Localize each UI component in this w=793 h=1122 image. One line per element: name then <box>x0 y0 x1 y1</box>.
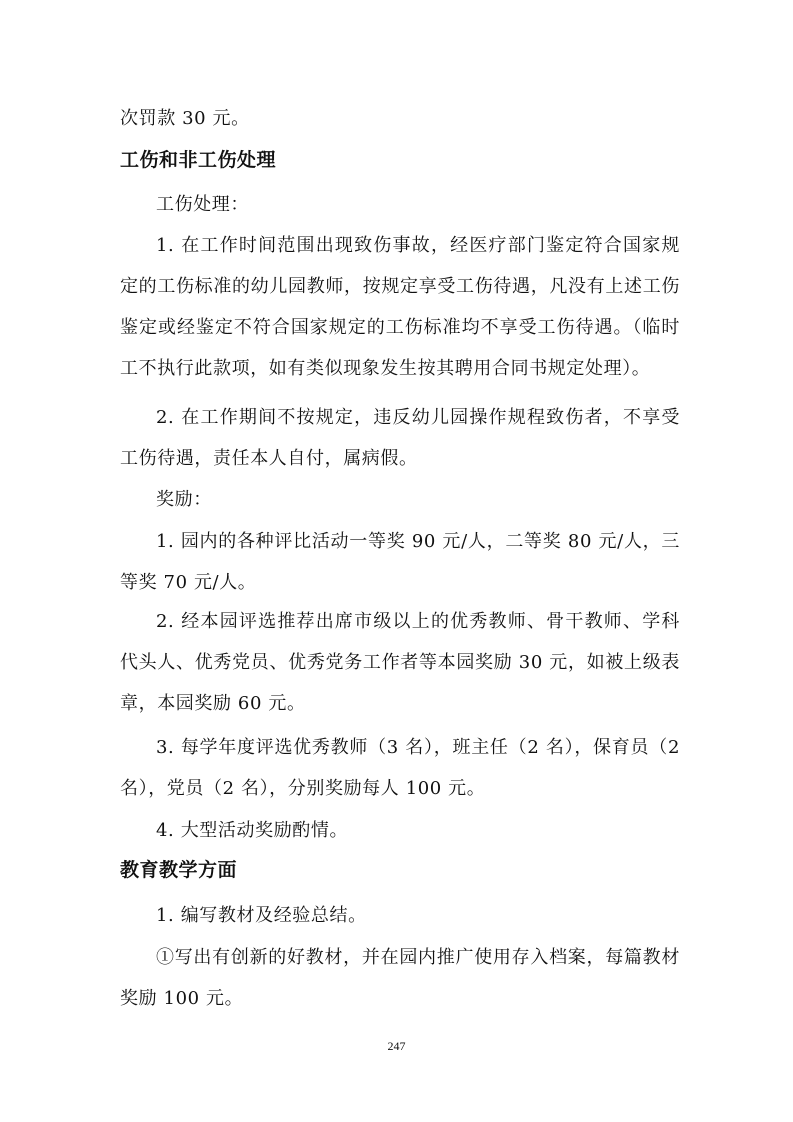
paragraph-injury-rule-1: 1. 在工作时间范围出现致伤事故，经医疗部门鉴定符合国家规定的工伤标准的幼儿园教师，按规定享受工伤待遇，凡没有上述工伤鉴定或经鉴定不符合国家规定的工伤标准均不享受工伤待遇。（临时工不执行此款项，如有类似现象发生按其聘用合同书规定处理）。 <box>120 235 680 379</box>
paragraph-teaching-rule-1: 1. 编写教材及经验总结。 <box>156 905 367 926</box>
paragraph-injury-rule-2: 2. 在工作期间不按规定，违反幼儿园操作规程致伤者，不享受工伤待遇，责任本人自付，属病假。 <box>120 407 680 469</box>
paragraph-reward-rule-1: 1. 园内的各种评比活动一等奖 90 元/人，二等奖 80 元/人，三等奖 70 元/人。 <box>120 531 680 593</box>
page-number: 247 <box>387 1039 406 1053</box>
subheading-rewards: 奖励： <box>156 489 212 510</box>
paragraph-reward-rule-4: 4. 大型活动奖励酌情。 <box>156 820 349 841</box>
paragraph-reward-rule-2: 2. 经本园评选推荐出席市级以上的优秀教师、骨干教师、学科代头人、优秀党员、优秀党务工作者等本园奖励 30 元，如被上级表章，本园奖励 60 元。 <box>120 611 680 714</box>
paragraph-teaching-rule-1a: ①写出有创新的好教材，并在园内推广使用存入档案，每篇教材奖励 100 元。 <box>120 947 680 1009</box>
subheading-work-injury-handling: 工伤处理： <box>156 194 249 215</box>
paragraph-reward-rule-3: 3. 每学年度评选优秀教师（3 名），班主任（2 名），保育员（2 名），党员（2 名），分别奖励每人 100 元。 <box>120 737 687 799</box>
section-heading-work-injury: 工伤和非工伤处理 <box>120 149 277 171</box>
section-heading-teaching: 教育教学方面 <box>120 859 238 881</box>
paragraph-fine-continuation: 次罚款 30 元。 <box>120 108 250 129</box>
